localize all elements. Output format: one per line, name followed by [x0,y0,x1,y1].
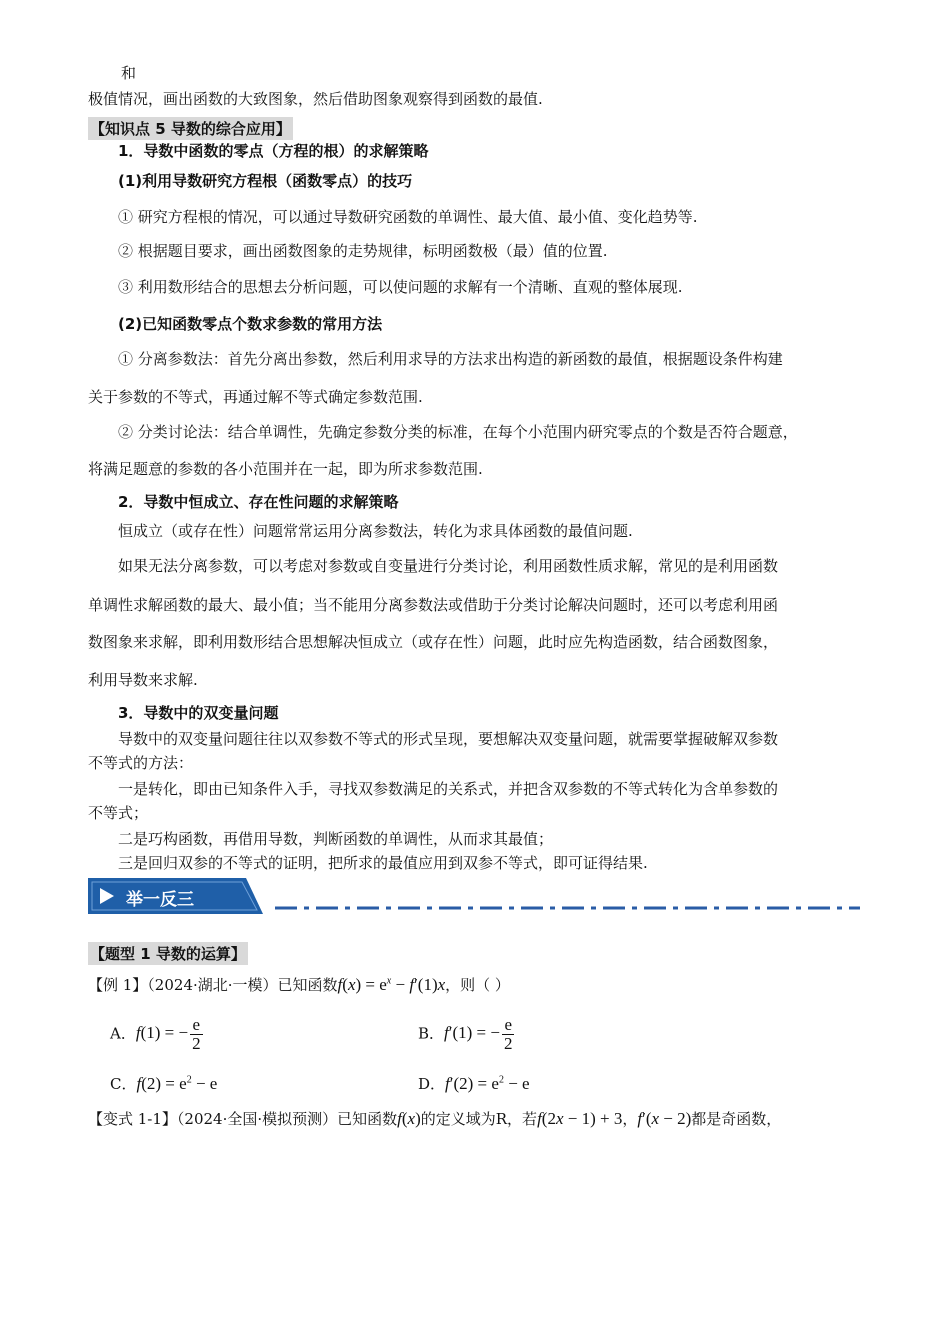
option-a-formula: f(1) = − $\frac{e}{2}$ [135,1015,201,1053]
variant-separator: ， [622,1110,638,1128]
paragraph-line: 关于参数的不等式，再通过解不等式确定参数范围. [88,388,423,406]
option-c[interactable] [110,1073,217,1094]
list-item: ② 根据题目要求，画出函数图象的走势规律，标明函数极（最）值的位置. [118,242,608,260]
list-item: ③ 利用数形结合的思想去分析问题，可以使问题的求解有一个清晰、直观的整体展现. [118,278,683,296]
paragraph-line: 导数中的双变量问题往往以双参数不等式的形式呈现，要想解决双变量问题，就需要掌握破解双参数 [118,730,779,748]
option-d-formula: $f'(2) = e^2 - e$ [445,1074,530,1093]
subsection-title: (1)利用导数研究方程根（函数零点）的技巧 [118,172,413,190]
section-title: 1．导数中函数的零点（方程的根）的求解策略 [118,142,429,160]
paragraph-line: 一是转化，即由已知条件入手，寻找双参数满足的关系式，并把含双参数的不等式转化为含单参数的 [118,780,779,798]
paragraph-line: 如果无法分离参数，可以考虑对参数或自变量进行分类讨论，利用函数性质求解，常见的是利用函数 [118,557,779,575]
option-d[interactable] [418,1073,530,1094]
example-1 [88,974,510,995]
option-b[interactable] [418,1016,516,1053]
variant-1-1 [88,1108,781,1129]
banner-label: 举一反三 [126,890,194,910]
option-label: B． [418,1024,445,1043]
paragraph-line: 将满足题意的参数的各小范围并在一起，即为所求参数范围. [88,460,483,478]
option-label: A． [110,1024,136,1043]
knowledge-point-tag: 【知识点 5 导数的综合应用】 [88,117,293,140]
paragraph-line: 单调性求解函数的最大、最小值；当不能用分离参数法或借助于分类讨论解决问题时，还可以考虑利用函 [88,596,779,614]
list-item: ① 研究方程根的情况，可以通过导数研究函数的单调性、最大值、最小值、变化趋势等. [118,208,698,226]
variant-formula-1: f(x) [397,1109,421,1128]
paragraph-line: 数图象来求解，即利用数形结合思想解决恒成立（或存在性）问题，此时应先构造函数，结合函数图象， [88,633,779,651]
variant-formula-3: f′(x − 2) [637,1109,692,1128]
paragraph-line: 极值情况，画出函数的大致图象，然后借助图象观察得到函数的最值. [88,90,543,108]
paragraph-line: 不等式的方法： [88,754,194,772]
variant-suffix: 都是奇函数， [691,1110,782,1128]
paragraph-line: 恒成立（或存在性）问题常常运用分离参数法，转化为求具体函数的最值问题. [118,522,633,540]
paragraph-line: 三是回归双参的不等式的证明，把所求的最值应用到双参不等式，即可证得结果. [118,854,648,872]
paragraph-line: 二是巧构函数，再借用导数，判断函数的单调性，从而求其最值； [118,830,554,848]
question-type-tag: 【题型 1 导数的运算】 [88,942,248,965]
option-a[interactable] [110,1016,205,1053]
option-label: D． [418,1075,446,1093]
dash-divider [275,906,860,910]
variant-label: 【变式 1-1】（2024·全国·模拟预测）已知函数 [88,1110,398,1128]
option-label: C． [110,1075,137,1093]
variant-formula-2: f(2x − 1) + 3 [537,1109,623,1128]
example-1-formula: $f(x) = e^x - f'(1)x$ [337,975,446,994]
option-b-formula: f′(1) = − $\frac{e}{2}$ [444,1015,513,1053]
example-label: 【例 1】（2024·湖北·一模）已知函数 [88,976,338,994]
paragraph-line: 利用导数来求解. [88,671,198,689]
variant-text: 的定义域为R，若 [420,1110,538,1128]
subsection-title: (2)已知函数零点个数求参数的常用方法 [118,315,383,333]
paragraph-line: ② 分类讨论法：结合单调性，先确定参数分类的标准，在每个小范围内研究零点的个数是否符合题意， [118,423,798,441]
paragraph-line: ① 分离参数法：首先分离出参数，然后利用求导的方法求出构造的新函数的最值，根据题设条件构建 [118,350,783,368]
option-c-formula: $f(2) = e^2 - e$ [136,1074,218,1093]
section-title: 2．导数中恒成立、存在性问题的求解策略 [118,493,399,511]
paragraph-line: 不等式； [88,804,149,822]
section-title: 3．导数中的双变量问题 [118,704,279,722]
text-fragment: 和 [121,64,137,82]
example-suffix: ，则（ ） [445,976,510,994]
